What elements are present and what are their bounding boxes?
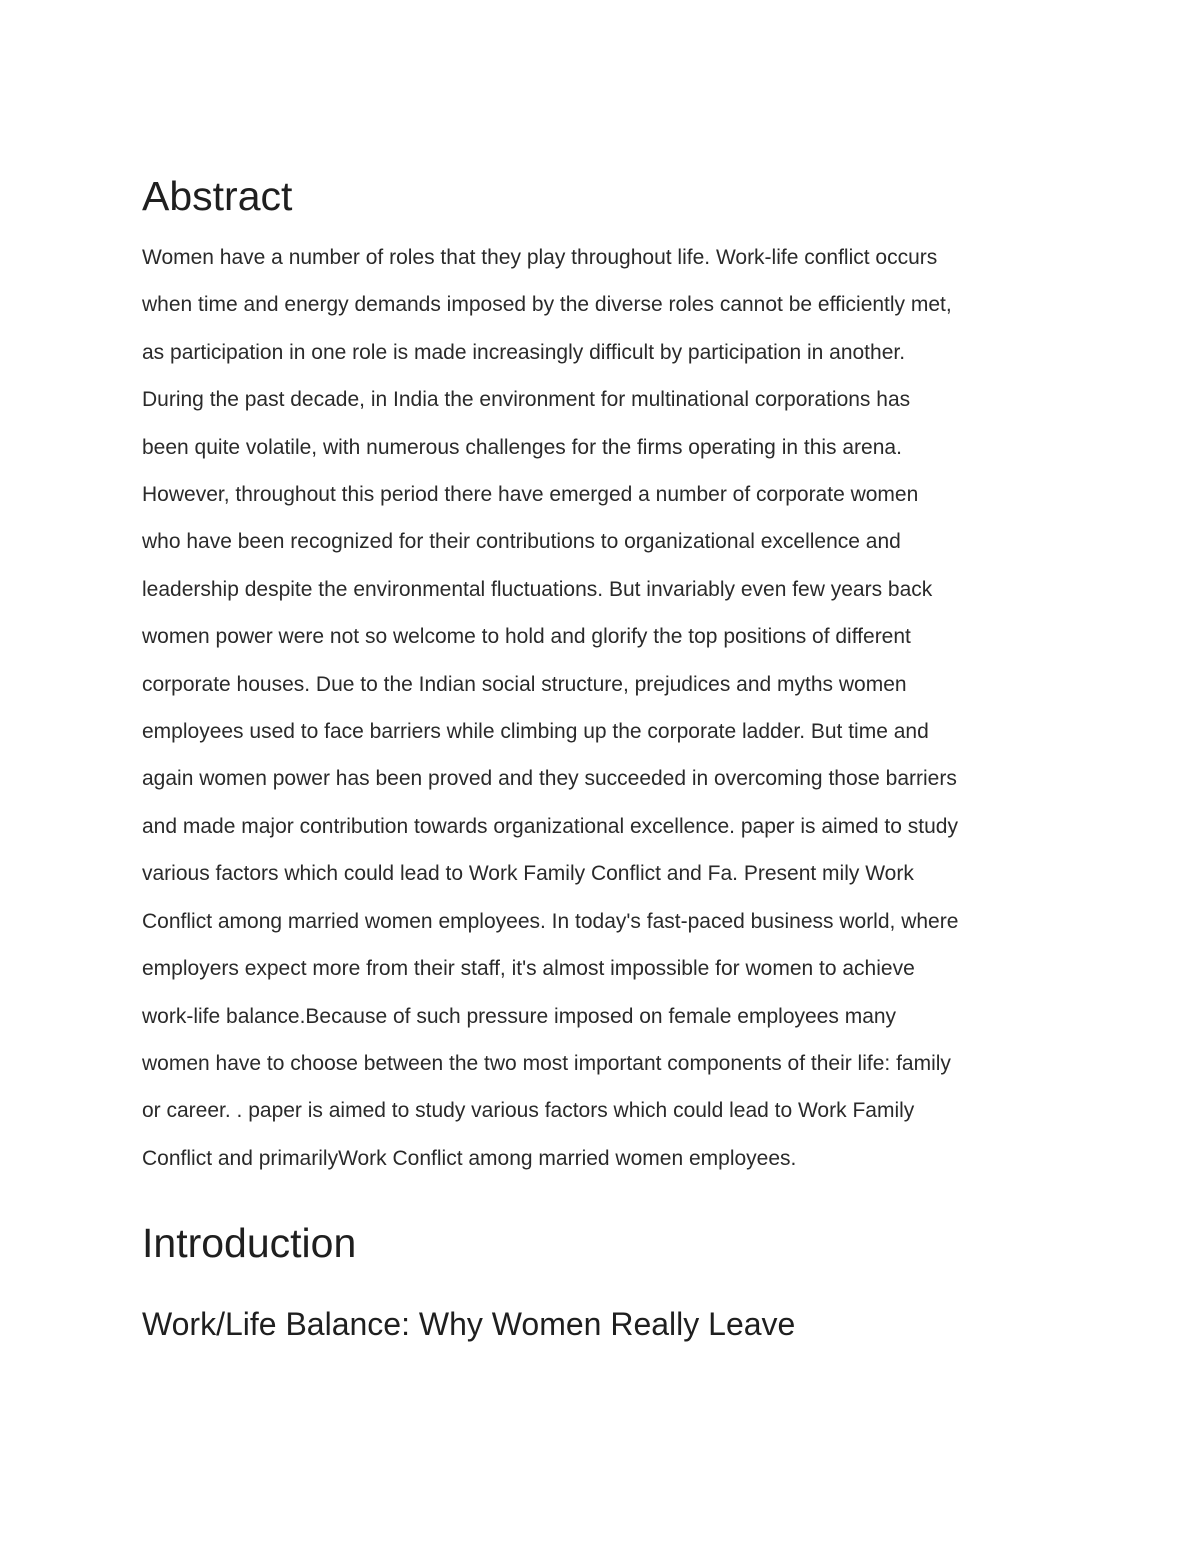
- abstract-line: leadership despite the environmental fluctuations. But invariably even few years back: [142, 577, 933, 601]
- abstract-line: various factors which could lead to Work Family Conflict and Fa. Present mily Work: [142, 862, 914, 886]
- abstract-line: women have to choose between the two most important components of their life: family: [142, 1051, 951, 1075]
- abstract-line: or career. . paper is aimed to study various factors which could lead to Work Family: [142, 1099, 915, 1123]
- abstract-line: women power were not so welcome to hold and glorify the top positions of different: [142, 625, 911, 649]
- abstract-heading: Abstract: [142, 173, 293, 219]
- abstract-line: corporate houses. Due to the Indian social structure, prejudices and myths women: [142, 672, 907, 696]
- abstract-line: Conflict and primarilyWork Conflict among married women employees.: [142, 1146, 797, 1170]
- abstract-line: who have been recognized for their contributions to organizational excellence and: [142, 530, 901, 554]
- abstract-line: However, throughout this period there have emerged a number of corporate women: [142, 483, 919, 507]
- abstract-line: when time and energy demands imposed by the diverse roles cannot be efficiently met,: [142, 293, 952, 317]
- abstract-line: employers expect more from their staff, it's almost impossible for women to achieve: [142, 957, 915, 981]
- abstract-line: again women power has been proved and they succeeded in overcoming those barriers: [142, 767, 957, 791]
- abstract-line: work-life balance.Because of such pressure imposed on female employees many: [142, 1004, 897, 1028]
- abstract-line: been quite volatile, with numerous challenges for the firms operating in this arena.: [142, 435, 902, 459]
- abstract-line: Women have a number of roles that they play throughout life. Work-life conflict occurs: [142, 246, 938, 269]
- abstract-line: employees used to face barriers while climbing up the corporate ladder. But time and: [142, 720, 929, 744]
- introduction-heading: Introduction: [142, 1220, 357, 1266]
- abstract-line: as participation in one role is made increasingly difficult by participation in another.: [142, 340, 906, 364]
- section-subheading: Work/Life Balance: Why Women Really Leave: [142, 1306, 796, 1342]
- abstract-line: Conflict among married women employees. In today's fast-paced business world, where: [142, 909, 959, 933]
- abstract-line: and made major contribution towards organizational excellence. paper is aimed to study: [142, 814, 958, 838]
- abstract-paragraph: [142, 234, 958, 1182]
- abstract-line: During the past decade, in India the environment for multinational corporations has: [142, 388, 911, 412]
